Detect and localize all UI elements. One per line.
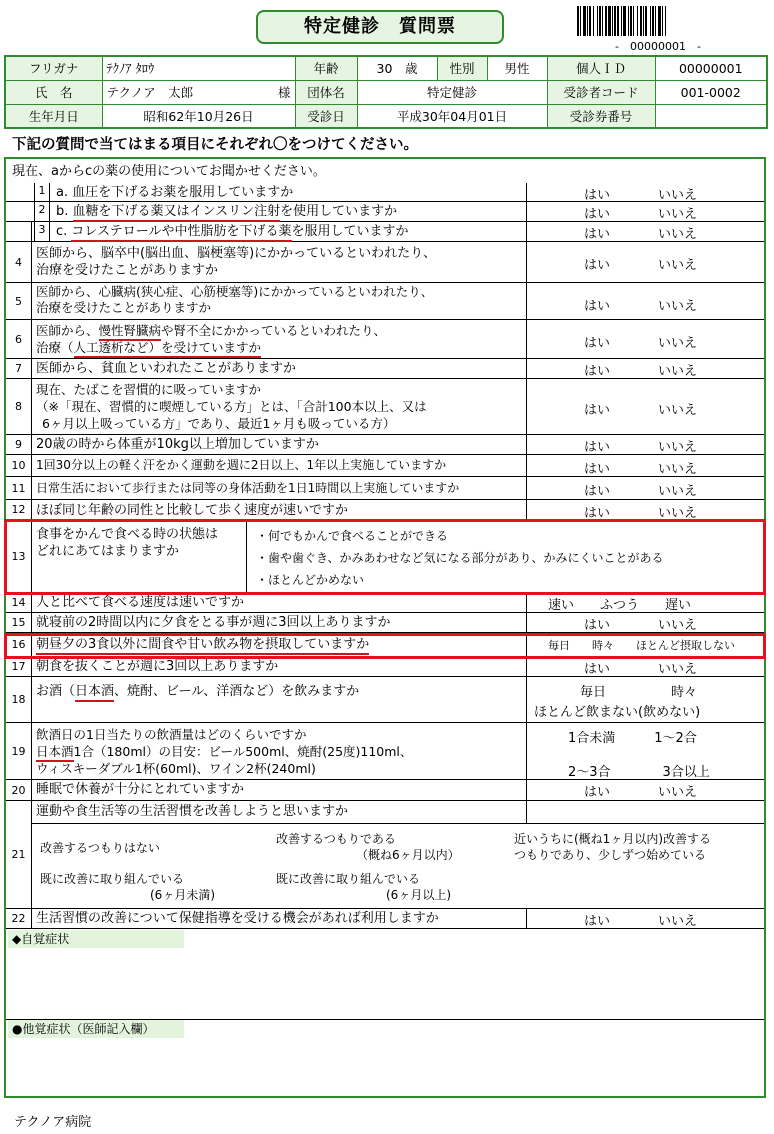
question-number: 16 bbox=[6, 633, 32, 656]
objective-symptoms-label: ●他覚症状（医師記入欄） bbox=[8, 1020, 184, 1038]
question-13 bbox=[6, 520, 764, 593]
barcode-bar bbox=[597, 6, 598, 36]
question-text: 飲酒日の1日当たりの飲酒量はどのくらいですか 日本酒1合（180ml）の目安：ビール500ml、焼酎(25度)110ml、 ウィスキーダブル1杯(60ml)、ワイン2杯(240ml) bbox=[36, 727, 413, 776]
question-22 bbox=[6, 909, 764, 929]
patient-info-table bbox=[4, 55, 768, 129]
option-already-under-6m[interactable]: 既に改善に取り組んでいる (6ヶ月未満) bbox=[40, 872, 215, 902]
question-3 bbox=[6, 222, 764, 242]
barcode-bar bbox=[612, 6, 613, 36]
answer-amount-high[interactable]: 2〜3合 3合以上 bbox=[568, 765, 710, 780]
id-label: 個人ＩＤ bbox=[547, 56, 655, 80]
question-10 bbox=[6, 455, 764, 477]
answer-no[interactable]: いいえ bbox=[658, 403, 698, 418]
furigana-label: フリガナ bbox=[5, 56, 102, 80]
barcode-bar bbox=[602, 6, 603, 36]
barcode-bar bbox=[645, 6, 647, 36]
sex-value: 男性 bbox=[487, 56, 547, 80]
question-number: 19 bbox=[6, 723, 32, 779]
question-17 bbox=[6, 657, 764, 677]
answer-yes[interactable]: はい bbox=[584, 188, 611, 203]
name-label: 氏 名 bbox=[5, 80, 102, 104]
question-text: 睡眠で休養が十分にとれていますか bbox=[36, 782, 245, 797]
name-cell bbox=[102, 80, 295, 104]
sex-label: 性別 bbox=[437, 56, 487, 80]
question-14 bbox=[6, 593, 764, 613]
barcode-bar bbox=[593, 6, 594, 36]
question-text: 医師から、慢性腎臓病や腎不全にかかっているといわれたり、 治療（人工透析など）を受けていますか bbox=[36, 322, 386, 356]
answer-drink-frequency[interactable]: 毎日 時々 bbox=[580, 685, 698, 700]
intro-text: 現在、aからcの薬の使用についてお聞かせください。 bbox=[12, 164, 326, 179]
dob-label: 生年月日 bbox=[5, 104, 102, 128]
answer-yes[interactable]: はい bbox=[584, 484, 611, 499]
answer-no[interactable]: いいえ bbox=[658, 258, 698, 273]
form-title: 特定健診 質問票 bbox=[256, 10, 504, 44]
question-text: 運動や食生活等の生活習慣を改善しようと思いますか bbox=[36, 804, 349, 819]
question-19 bbox=[6, 723, 764, 780]
question-text: 医師から、心臓病(狭心症、心筋梗塞等)にかかっているといわれたり、 治療を受けたことがありますか bbox=[36, 284, 434, 315]
question-text: 人と比べて食べる速度は速いですか bbox=[36, 595, 245, 610]
barcode-bar bbox=[640, 6, 642, 36]
subjective-symptoms-label: ◆自覚症状 bbox=[8, 930, 184, 948]
code-label: 受診者コード bbox=[547, 80, 655, 104]
question-number: 8 bbox=[6, 379, 32, 434]
group-value: 特定健診 bbox=[357, 80, 547, 104]
answer-no[interactable]: いいえ bbox=[658, 364, 698, 379]
barcode-bar bbox=[608, 6, 611, 36]
dob-value: 昭和62年10月26日 bbox=[102, 104, 295, 128]
question-number: 9 bbox=[6, 435, 32, 454]
honorific: 様 bbox=[277, 85, 291, 100]
age-label: 年齢 bbox=[295, 56, 357, 80]
option-chew-hardly[interactable]: ・ほとんどかめない bbox=[256, 573, 365, 587]
barcode-bar bbox=[623, 6, 626, 36]
ticket-value bbox=[655, 104, 767, 128]
answer-no[interactable]: いいえ bbox=[658, 785, 698, 800]
option-chew-all[interactable]: ・何でもかんで食べることができる bbox=[256, 529, 449, 543]
barcode-bar bbox=[637, 6, 638, 36]
question-8 bbox=[6, 379, 764, 435]
exam-date-value: 平成30年04月01日 bbox=[357, 104, 547, 128]
option-chew-difficult[interactable]: ・歯や歯ぐき、かみあわせなど気になる部分があり、かみにくいことがある bbox=[256, 551, 664, 565]
question-text: 朝食を抜くことが週に3回以上ありますか bbox=[36, 659, 279, 674]
barcode-bar bbox=[652, 6, 654, 36]
barcode-bar bbox=[643, 6, 644, 36]
question-15 bbox=[6, 613, 764, 633]
answer-no[interactable]: いいえ bbox=[658, 207, 698, 222]
answer-drink-rarely[interactable]: ほとんど飲まない(飲めない) bbox=[534, 705, 701, 720]
answer-no[interactable]: いいえ bbox=[658, 227, 698, 242]
barcode-bar bbox=[630, 6, 632, 36]
question-text: a. 血圧を下げるお薬を服用していますか bbox=[56, 185, 294, 200]
answer-snack-options[interactable]: 毎日 時々 ほとんど摂取しない bbox=[548, 639, 735, 652]
barcode-bar bbox=[621, 6, 622, 36]
question-text: 朝昼夕の3食以外に間食や甘い飲み物を摂取していますか bbox=[36, 636, 369, 653]
barcode-bar bbox=[665, 6, 666, 36]
question-text: お酒（日本酒、焼酎、ビール、洋酒など）を飲みますか bbox=[36, 683, 359, 700]
exam-date-label: 受診日 bbox=[295, 104, 357, 128]
answer-no[interactable]: いいえ bbox=[658, 440, 698, 455]
question-5 bbox=[6, 283, 764, 320]
barcode-bar bbox=[589, 6, 591, 36]
answer-no[interactable]: いいえ bbox=[658, 484, 698, 499]
question-text: 20歳の時から体重が10kg以上増加していますか bbox=[36, 437, 319, 452]
question-7 bbox=[6, 359, 764, 379]
answer-no[interactable]: いいえ bbox=[658, 336, 698, 351]
question-12 bbox=[6, 500, 764, 520]
answer-no[interactable]: いいえ bbox=[658, 618, 698, 633]
option-soon-starting[interactable]: 近いうちに(概ね1ヶ月以内)改善する つもりであり、少しずつ始めている bbox=[514, 832, 711, 862]
barcode-bar bbox=[628, 6, 629, 36]
barcode-bar bbox=[587, 6, 588, 36]
question-text: 医師から、貧血といわれたことがありますか bbox=[36, 361, 297, 376]
question-number: 21 bbox=[6, 801, 32, 908]
question-number: 15 bbox=[6, 613, 32, 632]
answer-no[interactable]: いいえ bbox=[658, 506, 698, 521]
ticket-label: 受診券番号 bbox=[547, 104, 655, 128]
question-6 bbox=[6, 320, 764, 359]
hospital-name: テクノア病院 bbox=[14, 1115, 92, 1130]
answer-yes[interactable]: はい bbox=[584, 299, 611, 314]
question-text: ほぼ同じ年齢の同性と比較して歩く速度が速いですか bbox=[36, 503, 349, 518]
barcode-bar bbox=[658, 6, 661, 36]
question-number: 22 bbox=[6, 909, 32, 928]
answer-no[interactable]: いいえ bbox=[658, 299, 698, 314]
answer-yes[interactable]: はい bbox=[584, 336, 611, 351]
barcode-bar bbox=[655, 6, 656, 36]
barcode-bar bbox=[599, 6, 601, 36]
barcode-bar bbox=[577, 6, 579, 36]
barcode bbox=[576, 6, 740, 36]
question-text: 生活習慣の改善について保健指導を受ける機会があれば利用しますか bbox=[36, 911, 439, 926]
barcode-bar bbox=[605, 6, 607, 36]
question-number: 4 bbox=[6, 242, 32, 282]
answer-amount-low[interactable]: 1合未満 1〜2合 bbox=[568, 731, 697, 746]
barcode-bar bbox=[580, 6, 581, 36]
question-text: c. コレステロールや中性脂肪を下げる薬を服用していますか bbox=[56, 223, 409, 240]
question-number: 2 bbox=[34, 202, 50, 221]
question-18 bbox=[6, 677, 764, 723]
question-number: 20 bbox=[6, 780, 32, 800]
group-label: 団体名 bbox=[295, 80, 357, 104]
question-9 bbox=[6, 435, 764, 455]
intro-row bbox=[6, 159, 764, 183]
question-number: 6 bbox=[6, 320, 32, 358]
question-number: 12 bbox=[6, 500, 32, 519]
barcode-bar bbox=[617, 6, 619, 36]
answer-no[interactable]: いいえ bbox=[658, 462, 698, 477]
option-no-intention[interactable]: 改善するつもりはない bbox=[40, 841, 160, 855]
question-number: 17 bbox=[6, 657, 32, 676]
answer-yes[interactable]: はい bbox=[584, 506, 611, 521]
question-text: 1回30分以上の軽く汗をかく運動を週に2日以上、1年以上実施していますか bbox=[36, 458, 447, 472]
barcode-number: - 00000001 - bbox=[615, 40, 701, 53]
answer-no[interactable]: いいえ bbox=[658, 662, 698, 677]
answer-no[interactable]: いいえ bbox=[658, 188, 698, 203]
question-number: 10 bbox=[6, 455, 32, 476]
answer-yes[interactable]: はい bbox=[584, 403, 611, 418]
question-text: 就寝前の2時間以内に夕食をとる事が週に3回以上ありますか bbox=[36, 615, 391, 630]
question-number: 13 bbox=[6, 520, 32, 592]
barcode-bar bbox=[614, 6, 616, 36]
question-1 bbox=[6, 183, 764, 202]
question-11 bbox=[6, 477, 764, 500]
answer-yes[interactable]: はい bbox=[584, 618, 611, 633]
answer-yes[interactable]: はい bbox=[584, 364, 611, 379]
question-text: b. 血糖を下げる薬又はインスリン注射を使用していますか bbox=[56, 203, 397, 220]
furigana-value: ﾃｸﾉｱ ﾀﾛｳ bbox=[102, 56, 295, 80]
question-number: 3 bbox=[34, 222, 50, 241]
answer-yes[interactable]: はい bbox=[584, 662, 611, 677]
questionnaire bbox=[4, 157, 766, 1098]
barcode-bar bbox=[650, 6, 651, 36]
barcode-bar bbox=[662, 6, 663, 36]
question-2 bbox=[6, 202, 764, 222]
question-text: 日常生活において歩行または同等の身体活動を1日1時間以上実施していますか bbox=[36, 481, 460, 495]
question-text: 医師から、脳卒中(脳出血、脳梗塞等)にかかっているといわれたり、 治療を受けたことがありますか bbox=[36, 246, 437, 278]
name-value: テクノア 太郎 bbox=[106, 85, 194, 100]
question-21 bbox=[6, 801, 764, 909]
answer-yes[interactable]: はい bbox=[584, 227, 611, 242]
question-number: 14 bbox=[6, 593, 32, 612]
question-text: 現在、たばこを習慣的に吸っていますか （※「現在、習慣的に喫煙している方」とは、「合計100本以上、又は 6ヶ月以上吸っている方」であり、最近1ヶ月も吸っている方） bbox=[36, 382, 427, 431]
question-number: 7 bbox=[6, 359, 32, 378]
code-value: 001-0002 bbox=[655, 80, 767, 104]
question-number: 18 bbox=[6, 677, 32, 722]
barcode-bar bbox=[583, 6, 586, 36]
question-number: 1 bbox=[34, 183, 50, 201]
option-already-over-6m[interactable]: 既に改善に取り組んでいる (6ヶ月以上) bbox=[276, 872, 451, 902]
question-20 bbox=[6, 780, 764, 801]
option-intend-6months[interactable]: 改善するつもりである （概ね6ヶ月以内） bbox=[276, 832, 460, 862]
answer-yes[interactable]: はい bbox=[584, 258, 611, 273]
question-4 bbox=[6, 242, 764, 283]
answer-no[interactable]: いいえ bbox=[658, 914, 698, 929]
question-number: 11 bbox=[6, 477, 32, 499]
age-value: 30 歳 bbox=[357, 56, 437, 80]
answer-yes[interactable]: はい bbox=[584, 207, 611, 222]
question-number: 5 bbox=[6, 283, 32, 319]
answer-yes[interactable]: はい bbox=[584, 785, 611, 800]
barcode-bar bbox=[633, 6, 634, 36]
instruction: 下記の質問で当てはまる項目にそれぞれ〇をつけてください。 bbox=[12, 137, 418, 153]
answer-yes[interactable]: はい bbox=[584, 440, 611, 455]
answer-yes[interactable]: はい bbox=[584, 914, 611, 929]
question-text: 食事をかんで食べる時の状態は どれにあてはまりますか bbox=[36, 527, 219, 559]
answer-speed-options[interactable]: 速い ふつう 遅い bbox=[548, 598, 692, 613]
id-value: 00000001 bbox=[655, 56, 767, 80]
answer-yes[interactable]: はい bbox=[584, 462, 611, 477]
question-16 bbox=[6, 633, 764, 657]
